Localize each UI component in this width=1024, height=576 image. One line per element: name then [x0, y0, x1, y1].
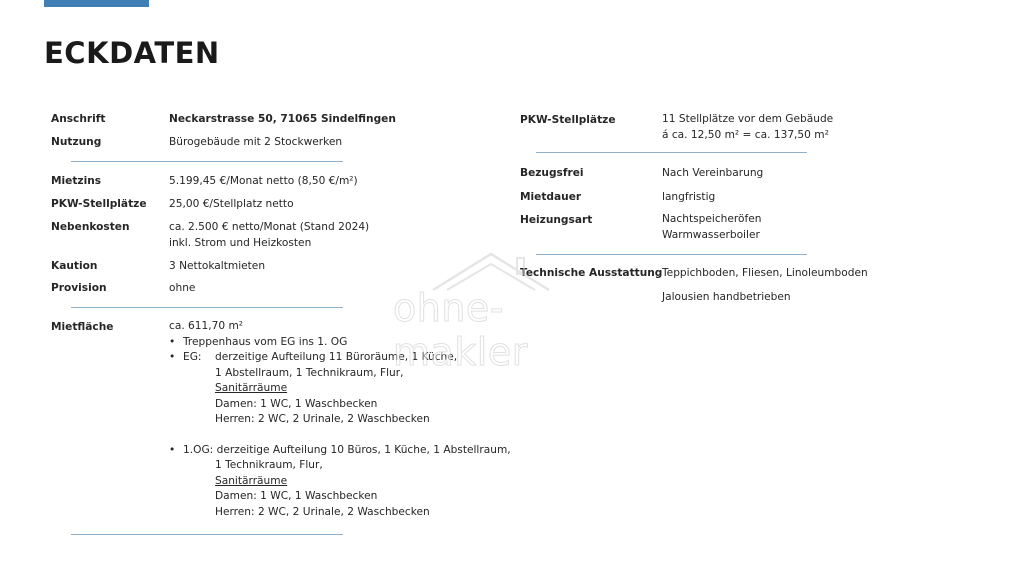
page-title: ECKDATEN [44, 36, 220, 70]
eg-sanitaer-heading: Sanitärräume [215, 382, 288, 394]
pkw-right-value [662, 112, 833, 143]
heizungsart-label: Heizungsart [520, 214, 593, 226]
list-item [169, 443, 511, 459]
provision-label: Provision [51, 282, 107, 294]
divider [536, 152, 807, 153]
nebenkosten-value [169, 220, 369, 251]
mietflaeche-value: ca. 611,70 m² [169, 320, 244, 332]
mietdauer-value: langfristig [662, 191, 716, 203]
list-item [169, 350, 511, 366]
list-item [169, 335, 511, 351]
heizungsart-line: Nachtspeicheröfen [662, 213, 762, 225]
provision-value: ohne [169, 282, 196, 294]
pkw-right-line: 11 Stellplätze vor dem Gebäude [662, 113, 834, 125]
heizungsart-value [662, 212, 761, 243]
anschrift-label: Anschrift [51, 113, 106, 125]
nebenkosten-line: ca. 2.500 € netto/Monat (Stand 2024) [169, 221, 370, 233]
header-accent-bar [44, 0, 149, 7]
pkw-stellplaetze-label: PKW-Stellplätze [51, 198, 147, 210]
mietflaeche-label: Mietfläche [51, 321, 114, 333]
eg-herren: Herren: 2 WC, 2 Urinale, 2 Waschbecken [215, 413, 430, 425]
pkw-right-label: PKW-Stellplätze [520, 114, 616, 126]
nutzung-label: Nutzung [51, 136, 102, 148]
mietzins-label: Mietzins [51, 175, 102, 187]
bullet-icon: • [169, 351, 176, 363]
nebenkosten-label: Nebenkosten [51, 221, 130, 233]
watermark-text: ohne-makler [393, 286, 528, 374]
kaution-value: 3 Nettokaltmieten [169, 260, 266, 272]
divider [536, 254, 807, 255]
pkw-stellplaetze-value: 25,00 €/Stellplatz netto [169, 198, 294, 210]
og-first-line: 1.OG: derzeitige Aufteilung 10 Büros, 1 Küche, 1 Abstellraum, [183, 443, 511, 456]
treppenhaus-text: Treppenhaus vom EG ins 1. OG [183, 335, 348, 348]
bullet-icon: • [169, 335, 176, 348]
eg-line: 1 Abstellraum, 1 Technikraum, Flur, [215, 366, 404, 379]
nebenkosten-line: inkl. Strom und Heizkosten [169, 236, 312, 249]
mietflaeche-details [169, 319, 511, 520]
kaution-label: Kaution [51, 260, 98, 272]
technische-value [662, 266, 868, 305]
technische-line: Jalousien handbetrieben [662, 290, 791, 303]
eg-line: derzeitige Aufteilung 11 Büroräume, 1 Küche, [215, 351, 458, 363]
bullet-icon: • [169, 443, 176, 456]
anschrift-value: Neckarstrasse 50, 71065 Sindelfingen [169, 113, 396, 125]
og-damen: Damen: 1 WC, 1 Waschbecken [215, 490, 378, 502]
og-sanitaer-heading: Sanitärräume [215, 474, 288, 487]
heizungsart-line: Warmwasserboiler [662, 228, 760, 241]
eg-damen: Damen: 1 WC, 1 Waschbecken [215, 397, 378, 410]
eg-key: EG: [183, 351, 202, 363]
divider [71, 161, 343, 162]
divider [71, 534, 343, 535]
technische-line: Teppichboden, Fliesen, Linoleumboden [662, 267, 868, 279]
bezugsfrei-label: Bezugsfrei [520, 167, 584, 179]
pkw-right-line: á ca. 12,50 m² = ca. 137,50 m² [662, 128, 829, 141]
og-line: 1 Technikraum, Flur, [215, 459, 323, 471]
divider [71, 307, 343, 308]
mietzins-value: 5.199,45 €/Monat netto (8,50 €/m²) [169, 175, 358, 187]
bezugsfrei-value: Nach Vereinbarung [662, 167, 764, 179]
technische-label: Technische Ausstattung [520, 267, 663, 279]
og-herren: Herren: 2 WC, 2 Urinale, 2 Waschbecken [215, 505, 430, 518]
nutzung-value: Bürogebäude mit 2 Stockwerken [169, 136, 343, 148]
mietdauer-label: Mietdauer [520, 191, 582, 203]
